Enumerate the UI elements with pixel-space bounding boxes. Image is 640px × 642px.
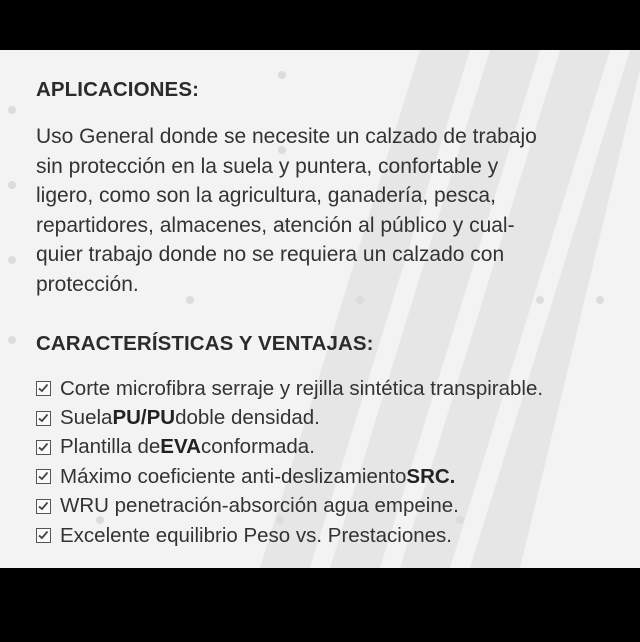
feature-item [36,374,543,403]
feature-text: Corte microfibra serraje y rejilla sintética transpirable. [60,376,544,400]
applications-text [36,122,626,300]
applications-title: APLICACIONES: [36,78,200,101]
checkbox-checked-icon [36,469,51,484]
feature-item [36,492,543,521]
features-list [36,374,543,550]
checkbox-checked-icon [36,411,51,426]
checkbox-checked-icon [36,499,51,514]
feature-item [36,403,543,432]
checkbox-checked-icon [36,440,51,455]
applications-line: Uso General donde se necesite un calzado de trabajo [36,125,537,148]
applications-line: repartidores, almacenes, atención al público y cual- [36,213,515,237]
feature-bold: SRC. [406,464,456,488]
checkbox-checked-icon [36,381,51,396]
feature-text: WRU penetración-absorción agua empeine. [60,494,459,518]
features-title: CARACTERÍSTICAS Y VENTAJAS: [36,332,374,355]
applications-line: protección. [36,272,139,296]
feature-text-tail: conformada. [200,435,315,459]
feature-bold: EVA [160,435,201,459]
feature-text: Excelente equilibrio Peso vs. Prestaciones. [60,523,452,547]
applications-line: quier trabajo donde no se requiera un calzado con [36,243,505,267]
applications-line: sin protección en la suela y puntera, confortable y [36,154,499,178]
feature-item [36,462,543,491]
feature-text-tail: doble densidad. [175,406,320,430]
checkbox-checked-icon [36,528,51,543]
feature-item [36,521,543,550]
feature-text: Plantilla de [60,435,161,459]
spec-panel [0,50,640,568]
feature-text: Máximo coeficiente anti-deslizamiento [60,464,407,488]
feature-bold: PU/PU [112,406,176,430]
feature-text: Suela [60,406,113,430]
feature-item [36,433,543,462]
applications-line: ligero, como son la agricultura, ganadería, pesca, [36,184,496,208]
